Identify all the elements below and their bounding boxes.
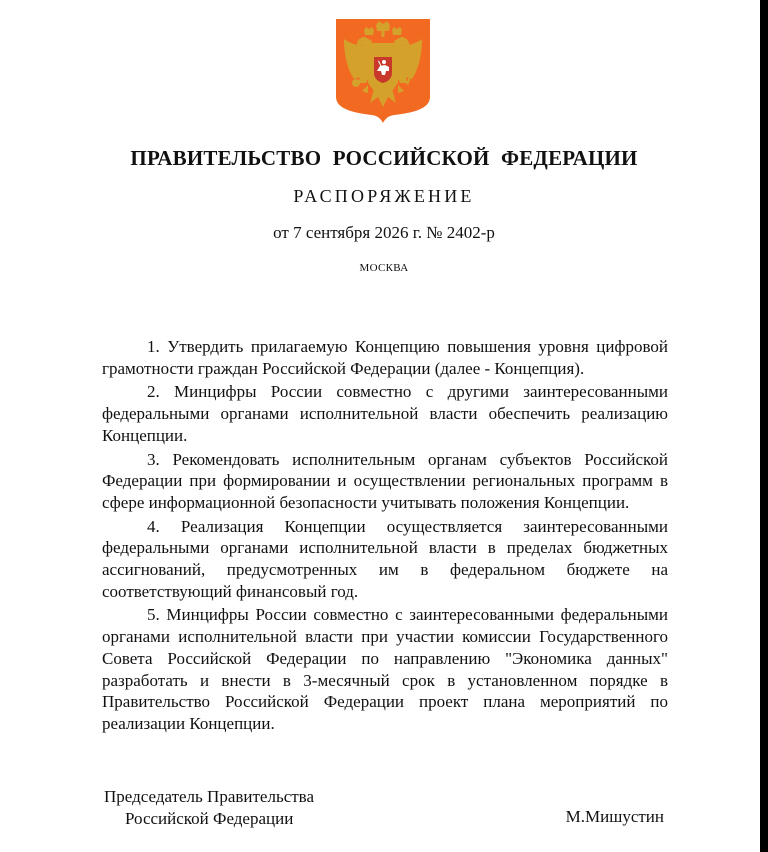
coat-of-arms-emblem [334,17,432,125]
signatory-position-line-1: Председатель Правительства [104,787,315,806]
paragraph-2: 2. Минцифры России совместно с другими заинтересованными федеральными органами исполнительной власти обеспечить реализацию Концепции. [102,382,668,445]
paragraph-4: 4. Реализация Концепции осуществляется заинтересованными федеральными органами исполнительной власти в пределах бюджетных ассигнований, предусмотренных им в федеральном бюджете на соответствующий финансовый год. [102,516,668,601]
document-type: РАСПОРЯЖЕНИЕ [293,186,475,206]
signatory-position-line-2: Российской Федерации [125,808,294,828]
document-body [102,336,668,735]
document-date-number: от 7 сентября 2026 г. № 2402-р [273,223,495,242]
government-title: ПРАВИТЕЛЬСТВО РОССИЙСКОЙ ФЕДЕРАЦИИ [130,146,638,170]
signatory-name: М.Мишустин [565,807,664,826]
paragraph-5: 5. Минцифры России совместно с заинтересованными федеральными органами исполнительной власти при участии комиссии Государственного Совета Российской Федерации по направлению "Экономика данных" разработать и внести в 3-месячный срок в установленном порядке в Правительство Российской Федерации проект плана мероприятий по реализации Концепции. [102,605,668,733]
document-city: МОСКВА [359,262,409,274]
paragraph-3: 3. Рекомендовать исполнительным органам субъектов Российской Федерации при формировании и осуществлении региональных программ в сфере информационной безопасности учитывать положения Концепции. [102,449,668,512]
paragraph-1: 1. Утвердить прилагаемую Концепцию повышения уровня цифровой грамотности граждан Российской Федерации (далее - Концепция). [102,337,668,378]
signatory-position [104,786,314,829]
